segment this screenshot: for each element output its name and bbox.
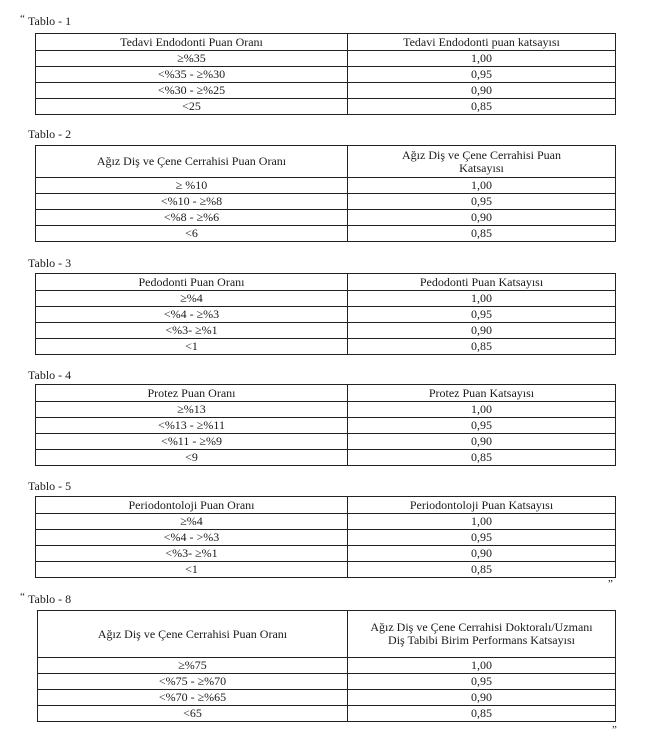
table-cell: 1,00 bbox=[348, 51, 616, 67]
header-cell: Protez Puan Oranı bbox=[36, 385, 348, 402]
table-cell: 0,95 bbox=[348, 530, 616, 546]
table-4 bbox=[35, 384, 616, 466]
table-row bbox=[36, 434, 616, 450]
header-cell: Pedodonti Puan Katsayısı bbox=[348, 274, 616, 291]
header-cell: Ağız Diş ve Çene Cerrahisi Doktoralı/Uzmanı Diş Tabibi Birim Performans Katsayısı bbox=[348, 611, 616, 658]
table-row bbox=[36, 178, 616, 194]
header-cell: Ağız Diş ve Çene Cerrahisi Puan Oranı bbox=[36, 146, 348, 178]
table-cell: <%4 - ≥%3 bbox=[36, 307, 348, 323]
table-cell: 0,85 bbox=[348, 226, 616, 242]
table-header-row bbox=[36, 34, 616, 51]
table-cell: <25 bbox=[36, 99, 348, 115]
table-cell: <%3- ≥%1 bbox=[36, 546, 348, 562]
table-row bbox=[38, 706, 616, 722]
table-cell: 1,00 bbox=[348, 291, 616, 307]
table-cell: <%3- ≥%1 bbox=[36, 323, 348, 339]
table-cell: 0,95 bbox=[348, 674, 616, 690]
table-row bbox=[36, 51, 616, 67]
table-2 bbox=[35, 145, 616, 242]
table-cell: 0,90 bbox=[348, 434, 616, 450]
table-5 bbox=[35, 496, 616, 578]
table-header-row bbox=[38, 611, 616, 658]
header-cell: Periodontoloji Puan Oranı bbox=[36, 497, 348, 514]
table-row bbox=[36, 291, 616, 307]
close-quote-2: ” bbox=[612, 724, 616, 736]
table-row bbox=[36, 530, 616, 546]
table-cell: 0,95 bbox=[348, 418, 616, 434]
table-cell: <%4 - >%3 bbox=[36, 530, 348, 546]
table-cell: ≥%13 bbox=[36, 402, 348, 418]
header-cell: Ağız Diş ve Çene Cerrahisi Puan Katsayısı bbox=[348, 146, 616, 178]
table-row bbox=[36, 514, 616, 530]
table-2-caption: Tablo - 2 bbox=[28, 127, 72, 141]
table-header-row bbox=[36, 497, 616, 514]
table-cell: <65 bbox=[38, 706, 348, 722]
table-row bbox=[36, 418, 616, 434]
table-cell: ≥%4 bbox=[36, 291, 348, 307]
open-quote-2: “ bbox=[20, 591, 24, 603]
table-row bbox=[38, 674, 616, 690]
table-1-caption: Tablo - 1 bbox=[28, 14, 72, 28]
header-cell: Protez Puan Katsayısı bbox=[348, 385, 616, 402]
table-cell: <%30 - ≥%25 bbox=[36, 83, 348, 99]
table-cell: <6 bbox=[36, 226, 348, 242]
table-row bbox=[36, 99, 616, 115]
table-cell: ≥%35 bbox=[36, 51, 348, 67]
table-row bbox=[36, 546, 616, 562]
table-row bbox=[38, 658, 616, 674]
table-row bbox=[36, 226, 616, 242]
table-cell: 1,00 bbox=[348, 178, 616, 194]
table-cell: <%10 - ≥%8 bbox=[36, 194, 348, 210]
table-cell: ≥%4 bbox=[36, 514, 348, 530]
table-row bbox=[36, 67, 616, 83]
header-cell: Pedodonti Puan Oranı bbox=[36, 274, 348, 291]
table-cell: <1 bbox=[36, 339, 348, 355]
table-cell: 1,00 bbox=[348, 658, 616, 674]
table-3 bbox=[35, 273, 616, 355]
table-cell: 1,00 bbox=[348, 514, 616, 530]
header-cell: Periodontoloji Puan Katsayısı bbox=[348, 497, 616, 514]
table-4-caption: Tablo - 4 bbox=[28, 368, 72, 382]
table-row bbox=[36, 339, 616, 355]
table-cell: 0,90 bbox=[348, 323, 616, 339]
table-3-caption: Tablo - 3 bbox=[28, 256, 72, 270]
close-quote-1: ” bbox=[608, 578, 612, 590]
table-row bbox=[36, 562, 616, 578]
table-row bbox=[36, 323, 616, 339]
table-row bbox=[36, 210, 616, 226]
table-header-row bbox=[36, 146, 616, 178]
table-cell: 1,00 bbox=[348, 402, 616, 418]
table-header-row bbox=[36, 385, 616, 402]
table-header-row bbox=[36, 274, 616, 291]
table-row bbox=[38, 690, 616, 706]
table-cell: <%11 - ≥%9 bbox=[36, 434, 348, 450]
table-cell: 0,95 bbox=[348, 67, 616, 83]
table-cell: 0,90 bbox=[348, 210, 616, 226]
table-cell: 0,85 bbox=[348, 706, 616, 722]
open-quote-1: “ bbox=[20, 13, 24, 25]
table-cell: <%13 - ≥%11 bbox=[36, 418, 348, 434]
table-8 bbox=[37, 610, 616, 722]
table-row bbox=[36, 307, 616, 323]
table-cell: <%35 - ≥%30 bbox=[36, 67, 348, 83]
table-cell: 0,90 bbox=[348, 83, 616, 99]
table-cell: <%70 - ≥%65 bbox=[38, 690, 348, 706]
table-8-caption: Tablo - 8 bbox=[28, 592, 72, 606]
header-cell: Tedavi Endodonti puan katsayısı bbox=[348, 34, 616, 51]
table-cell: 0,85 bbox=[348, 450, 616, 466]
table-row bbox=[36, 194, 616, 210]
table-cell: 0,85 bbox=[348, 562, 616, 578]
table-cell: 0,90 bbox=[348, 690, 616, 706]
table-cell: 0,95 bbox=[348, 194, 616, 210]
table-cell: 0,95 bbox=[348, 307, 616, 323]
table-cell: <9 bbox=[36, 450, 348, 466]
table-cell: 0,85 bbox=[348, 99, 616, 115]
header-cell: Tedavi Endodonti Puan Oranı bbox=[36, 34, 348, 51]
table-row bbox=[36, 450, 616, 466]
table-cell: <%75 - ≥%70 bbox=[38, 674, 348, 690]
header-cell: Ağız Diş ve Çene Cerrahisi Puan Oranı bbox=[38, 611, 348, 658]
table-row bbox=[36, 402, 616, 418]
table-cell: <%8 - ≥%6 bbox=[36, 210, 348, 226]
table-cell: ≥%75 bbox=[38, 658, 348, 674]
table-5-caption: Tablo - 5 bbox=[28, 479, 72, 493]
table-1 bbox=[35, 33, 616, 115]
table-row bbox=[36, 83, 616, 99]
table-cell: ≥ %10 bbox=[36, 178, 348, 194]
table-cell: <1 bbox=[36, 562, 348, 578]
table-cell: 0,85 bbox=[348, 339, 616, 355]
table-cell: 0,90 bbox=[348, 546, 616, 562]
